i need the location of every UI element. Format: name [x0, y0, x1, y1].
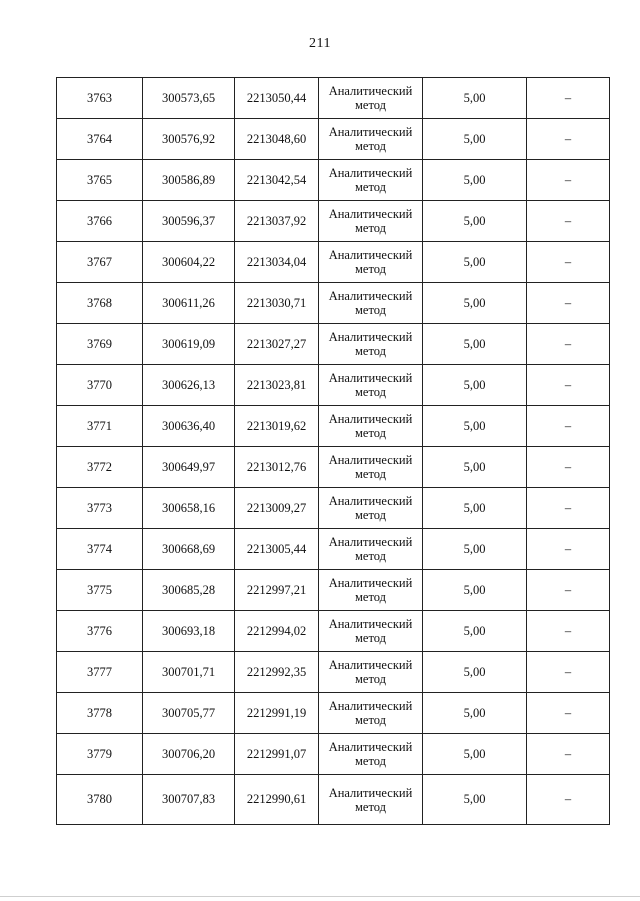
note-dash: – [527, 242, 610, 283]
method-line-2: метод [354, 385, 386, 399]
scan-edge-line [0, 896, 640, 899]
note-dash: – [527, 570, 610, 611]
point-number: 3763 [57, 78, 143, 119]
table-body [57, 78, 610, 825]
y-coordinate: 2213027,27 [235, 324, 319, 365]
method-line-1: Аналитический [328, 125, 413, 139]
accuracy-value: 5,00 [423, 324, 527, 365]
y-coordinate: 2213037,92 [235, 201, 319, 242]
method-line-2: метод [354, 262, 386, 276]
method-cell [319, 447, 423, 488]
point-number: 3779 [57, 734, 143, 775]
x-coordinate: 300611,26 [143, 283, 235, 324]
accuracy-value: 5,00 [423, 652, 527, 693]
method-cell [319, 775, 423, 825]
note-dash: – [527, 78, 610, 119]
method-line-2: метод [354, 631, 386, 645]
method-line-1: Аналитический [328, 248, 413, 262]
method-cell [319, 734, 423, 775]
x-coordinate: 300705,77 [143, 693, 235, 734]
note-dash: – [527, 365, 610, 406]
method-line-2: метод [354, 426, 386, 440]
point-number: 3769 [57, 324, 143, 365]
point-number: 3771 [57, 406, 143, 447]
point-number: 3780 [57, 775, 143, 825]
table-row [57, 324, 610, 365]
method-line-1: Аналитический [328, 740, 413, 754]
accuracy-value: 5,00 [423, 365, 527, 406]
note-dash: – [527, 693, 610, 734]
y-coordinate: 2213034,04 [235, 242, 319, 283]
method-line-1: Аналитический [328, 166, 413, 180]
accuracy-value: 5,00 [423, 775, 527, 825]
method-cell [319, 570, 423, 611]
point-number: 3775 [57, 570, 143, 611]
method-cell [319, 365, 423, 406]
y-coordinate: 2213009,27 [235, 488, 319, 529]
method-line-2: метод [354, 672, 386, 686]
note-dash: – [527, 734, 610, 775]
x-coordinate: 300573,65 [143, 78, 235, 119]
note-dash: – [527, 406, 610, 447]
accuracy-value: 5,00 [423, 570, 527, 611]
accuracy-value: 5,00 [423, 488, 527, 529]
accuracy-value: 5,00 [423, 406, 527, 447]
note-dash: – [527, 119, 610, 160]
note-dash: – [527, 652, 610, 693]
note-dash: – [527, 160, 610, 201]
y-coordinate: 2213050,44 [235, 78, 319, 119]
method-line-1: Аналитический [328, 617, 413, 631]
table-row [57, 611, 610, 652]
y-coordinate: 2213030,71 [235, 283, 319, 324]
method-line-2: метод [354, 549, 386, 563]
method-cell [319, 529, 423, 570]
method-line-2: метод [354, 98, 386, 112]
x-coordinate: 300658,16 [143, 488, 235, 529]
x-coordinate: 300596,37 [143, 201, 235, 242]
x-coordinate: 300636,40 [143, 406, 235, 447]
point-number: 3778 [57, 693, 143, 734]
table-row [57, 78, 610, 119]
coordinates-table [56, 77, 610, 825]
table-row [57, 734, 610, 775]
method-line-1: Аналитический [328, 785, 413, 800]
y-coordinate: 2212990,61 [235, 775, 319, 825]
y-coordinate: 2213019,62 [235, 406, 319, 447]
method-cell [319, 283, 423, 324]
note-dash: – [527, 775, 610, 825]
x-coordinate: 300668,69 [143, 529, 235, 570]
accuracy-value: 5,00 [423, 693, 527, 734]
accuracy-value: 5,00 [423, 160, 527, 201]
x-coordinate: 300706,20 [143, 734, 235, 775]
accuracy-value: 5,00 [423, 447, 527, 488]
table-row [57, 160, 610, 201]
point-number: 3774 [57, 529, 143, 570]
method-line-2: метод [354, 799, 386, 814]
method-cell [319, 119, 423, 160]
method-cell [319, 488, 423, 529]
method-line-2: метод [354, 180, 386, 194]
method-line-1: Аналитический [328, 576, 413, 590]
point-number: 3768 [57, 283, 143, 324]
y-coordinate: 2213042,54 [235, 160, 319, 201]
method-line-1: Аналитический [328, 658, 413, 672]
table-row [57, 447, 610, 488]
method-cell [319, 611, 423, 652]
table-row [57, 488, 610, 529]
table-row [57, 570, 610, 611]
x-coordinate: 300701,71 [143, 652, 235, 693]
method-cell [319, 324, 423, 365]
accuracy-value: 5,00 [423, 119, 527, 160]
table-row [57, 529, 610, 570]
table-row [57, 242, 610, 283]
method-line-1: Аналитический [328, 371, 413, 385]
table-row [57, 201, 610, 242]
table-row [57, 652, 610, 693]
accuracy-value: 5,00 [423, 242, 527, 283]
method-cell [319, 406, 423, 447]
y-coordinate: 2213012,76 [235, 447, 319, 488]
method-line-1: Аналитический [328, 453, 413, 467]
method-cell [319, 242, 423, 283]
table-row [57, 775, 610, 825]
y-coordinate: 2213048,60 [235, 119, 319, 160]
method-cell [319, 78, 423, 119]
accuracy-value: 5,00 [423, 201, 527, 242]
accuracy-value: 5,00 [423, 78, 527, 119]
method-line-2: метод [354, 590, 386, 604]
table-row [57, 406, 610, 447]
point-number: 3766 [57, 201, 143, 242]
note-dash: – [527, 283, 610, 324]
y-coordinate: 2213005,44 [235, 529, 319, 570]
y-coordinate: 2213023,81 [235, 365, 319, 406]
point-number: 3770 [57, 365, 143, 406]
accuracy-value: 5,00 [423, 529, 527, 570]
y-coordinate: 2212994,02 [235, 611, 319, 652]
x-coordinate: 300586,89 [143, 160, 235, 201]
point-number: 3765 [57, 160, 143, 201]
method-line-2: метод [354, 303, 386, 317]
note-dash: – [527, 488, 610, 529]
method-line-1: Аналитический [328, 494, 413, 508]
page-number: 211 [309, 36, 331, 51]
method-line-1: Аналитический [328, 412, 413, 426]
table-row [57, 365, 610, 406]
x-coordinate: 300619,09 [143, 324, 235, 365]
x-coordinate: 300649,97 [143, 447, 235, 488]
point-number: 3777 [57, 652, 143, 693]
y-coordinate: 2212997,21 [235, 570, 319, 611]
note-dash: – [527, 201, 610, 242]
x-coordinate: 300693,18 [143, 611, 235, 652]
method-line-2: метод [354, 344, 386, 358]
accuracy-value: 5,00 [423, 734, 527, 775]
x-coordinate: 300685,28 [143, 570, 235, 611]
method-line-2: метод [354, 467, 386, 481]
x-coordinate: 300576,92 [143, 119, 235, 160]
method-cell [319, 201, 423, 242]
method-line-2: метод [354, 754, 386, 768]
method-cell [319, 160, 423, 201]
y-coordinate: 2212991,07 [235, 734, 319, 775]
accuracy-value: 5,00 [423, 611, 527, 652]
note-dash: – [527, 611, 610, 652]
note-dash: – [527, 529, 610, 570]
point-number: 3764 [57, 119, 143, 160]
table-row [57, 283, 610, 324]
method-line-2: метод [354, 713, 386, 727]
note-dash: – [527, 447, 610, 488]
method-line-1: Аналитический [328, 535, 413, 549]
table-row [57, 693, 610, 734]
point-number: 3772 [57, 447, 143, 488]
method-line-2: метод [354, 221, 386, 235]
accuracy-value: 5,00 [423, 283, 527, 324]
method-line-1: Аналитический [328, 330, 413, 344]
method-line-1: Аналитический [328, 84, 413, 98]
method-line-1: Аналитический [328, 207, 413, 221]
x-coordinate: 300604,22 [143, 242, 235, 283]
table-row [57, 119, 610, 160]
y-coordinate: 2212991,19 [235, 693, 319, 734]
point-number: 3767 [57, 242, 143, 283]
note-dash: – [527, 324, 610, 365]
method-line-1: Аналитический [328, 699, 413, 713]
method-line-2: метод [354, 139, 386, 153]
method-cell [319, 693, 423, 734]
point-number: 3773 [57, 488, 143, 529]
x-coordinate: 300626,13 [143, 365, 235, 406]
method-line-2: метод [354, 508, 386, 522]
method-line-1: Аналитический [328, 289, 413, 303]
y-coordinate: 2212992,35 [235, 652, 319, 693]
point-number: 3776 [57, 611, 143, 652]
method-cell [319, 652, 423, 693]
x-coordinate: 300707,83 [143, 775, 235, 825]
